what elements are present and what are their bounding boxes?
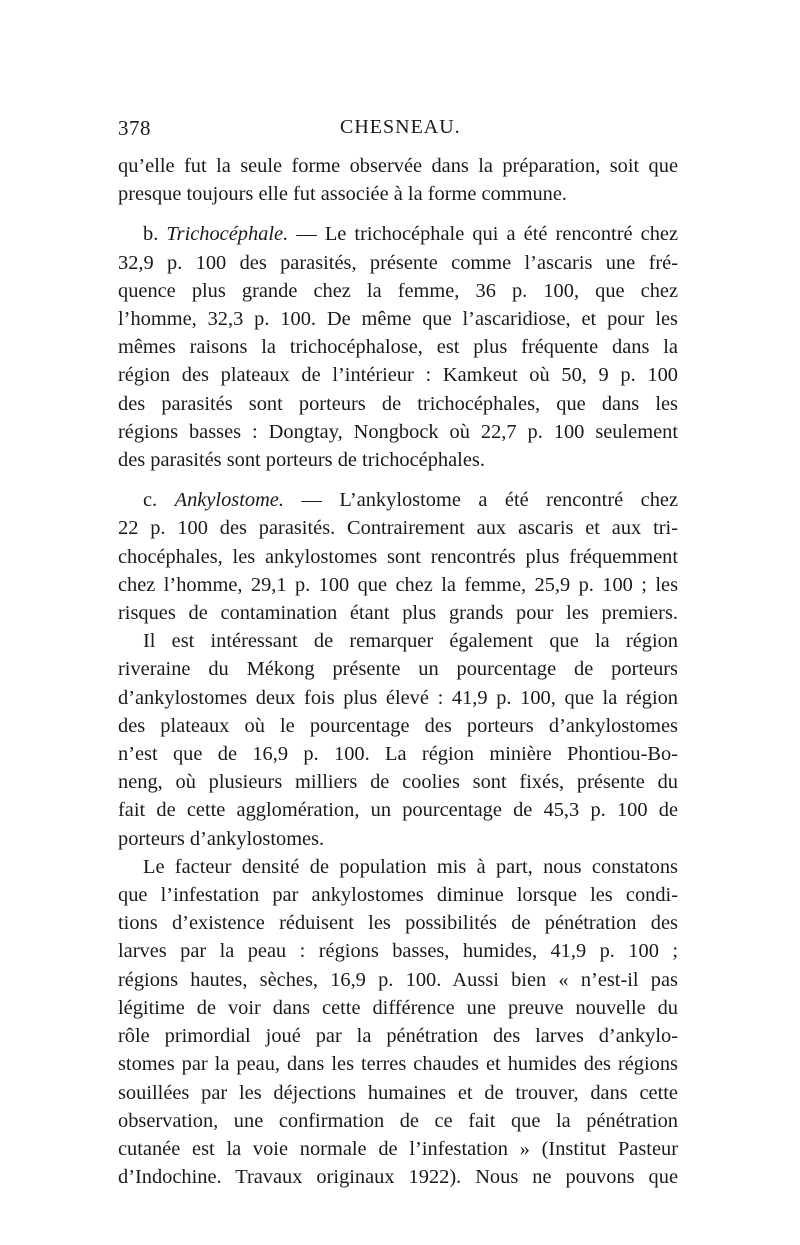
section-term: Ankylostome. [174, 489, 284, 512]
text-line: région des plateaux de l’intérieur : Kamkeut où 50, 9 p. 100 [118, 364, 678, 387]
text-line [118, 486, 678, 514]
body-text [118, 152, 678, 1191]
text-line: régions hautes, sèches, 16,9 p. 100. Aussi bien « n’est-il pas [118, 968, 678, 991]
paragraph-trichocephale [118, 220, 678, 474]
text-line: chocéphales, les ankylostomes sont rencontrés plus fréquemment [118, 545, 678, 568]
text-line: fait de cette agglomération, un pourcentage de 45,3 p. 100 de [118, 799, 678, 822]
text-line: cutanée est la voie normale de l’infestation » (Institut Pasteur [118, 1137, 678, 1160]
text-line: riveraine du Mékong présente un pourcentage de porteurs [118, 658, 678, 681]
text-line: tions d’existence réduisent les possibilités de pénétration des [118, 912, 678, 935]
text-line: mêmes raisons la trichocéphalose, est plus fréquente dans la [118, 336, 678, 359]
text-line: que l’infestation par ankylostomes diminue lorsque les condi- [118, 884, 678, 907]
text-line: des plateaux où le pourcentage des porteurs d’ankylostomes [118, 714, 678, 737]
section-letter: b. [143, 223, 159, 246]
text-line: larves par la peau : régions basses, humides, 41,9 p. 100 ; [118, 940, 678, 963]
text-line: risques de contamination étant plus grands pour les premiers. [118, 602, 678, 625]
text-line: des parasités sont porteurs de trichocéphales, que dans les [118, 392, 678, 415]
text-line: légitime de voir dans cette différence une preuve nouvelle du [118, 996, 678, 1019]
text-line: observation, une confirmation de ce fait que la pénétration [118, 1109, 678, 1132]
running-head: CHESNEAU. [340, 116, 461, 138]
section-term: Trichocéphale. [166, 223, 289, 246]
text-line: n’est que de 16,9 p. 100. La région minière Phontiou-Bo- [118, 743, 678, 766]
text-line: quence plus grande chez la femme, 36 p. 100, que chez [118, 279, 678, 302]
text-line: porteurs d’ankylostomes. [118, 827, 325, 850]
paragraph-facteur-densite [118, 853, 678, 1191]
text-line: souillées par les déjections humaines et de trouver, dans cette [118, 1081, 678, 1104]
text-line: Il est intéressant de remarquer également que la région [143, 630, 678, 653]
paragraph-continuation [118, 152, 678, 208]
text-line: neng, où plusieurs milliers de coolies sont fixés, présente du [118, 771, 678, 794]
text-line: des parasités sont porteurs de trichocéphales. [118, 449, 485, 472]
text-line-rest: — Le trichocéphale qui a été rencontré chez [296, 223, 678, 246]
text-line [118, 220, 678, 248]
paragraph-region-riveraine [118, 627, 678, 853]
text-line: chez l’homme, 29,1 p. 100 que chez la femme, 25,9 p. 100 ; les [118, 573, 678, 596]
paragraph-ankylostome [118, 486, 678, 627]
text-line: stomes par la peau, dans les terres chaudes et humides des régions [118, 1053, 678, 1076]
page-header [118, 116, 680, 148]
text-line: 22 p. 100 des parasités. Contrairement aux ascaris et aux tri- [118, 517, 678, 540]
text-line: Le facteur densité de population mis à part, nous constatons [143, 855, 678, 878]
text-line: qu’elle fut la seule forme observée dans la préparation, soit que [118, 155, 678, 177]
text-line-rest: — L’ankylostome a été rencontré chez [301, 489, 678, 512]
text-line: l’homme, 32,3 p. 100. De même que l’ascaridiose, et pour les [118, 308, 678, 331]
text-line: rôle primordial joué par la pénétration des larves d’ankylo- [118, 1025, 678, 1048]
text-line: d’ankylostomes deux fois plus élevé : 41,9 p. 100, que la région [118, 686, 678, 709]
page-number: 378 [118, 116, 151, 140]
text-line: presque toujours elle fut associée à la forme commune. [118, 183, 568, 206]
text-line: régions basses : Dongtay, Nongbock où 22,7 p. 100 seulement [118, 420, 678, 443]
text-line: d’Indochine. Travaux originaux 1922). Nous ne pouvons que [118, 1166, 678, 1189]
section-letter: c. [143, 489, 158, 512]
text-line: 32,9 p. 100 des parasités, présente comme l’ascaris une fré- [118, 251, 678, 274]
